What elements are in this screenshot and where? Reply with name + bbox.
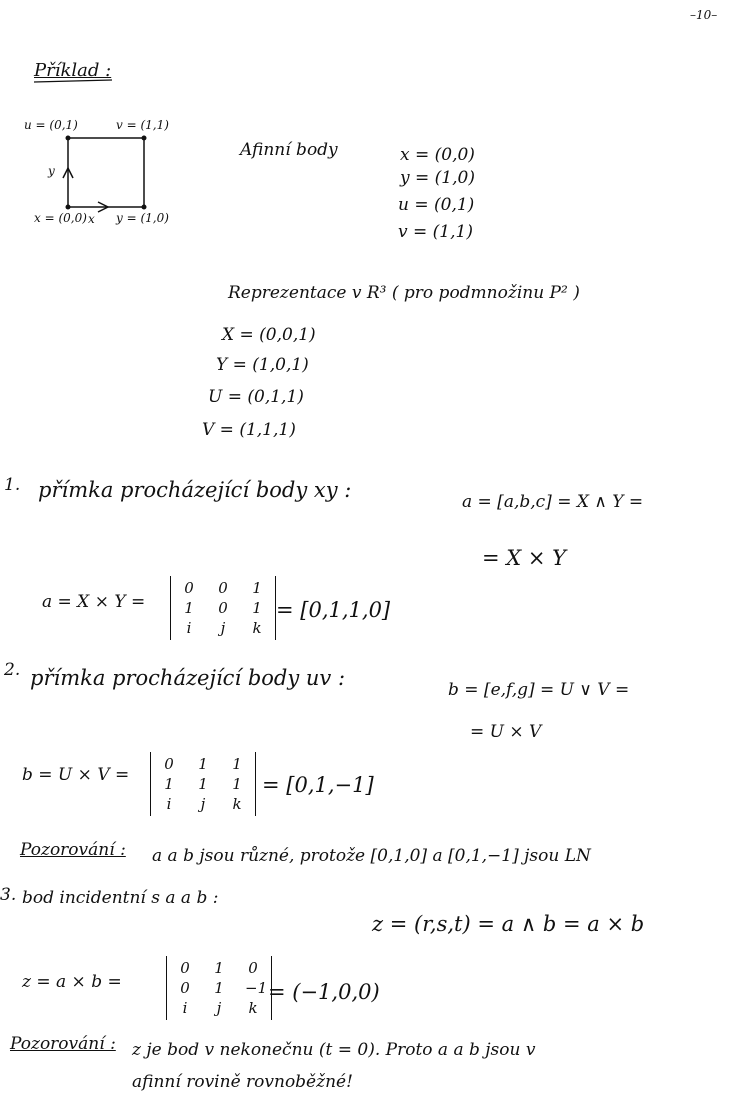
step1-result: = [0,1,1,0] (276, 598, 391, 622)
step1-determinant: 0 0 1 1 0 1 i j k (170, 576, 276, 640)
affine-point-x: x = (0,0) (400, 145, 475, 165)
step1-eq1: a = [a,b,c] = X ∧ Y = (462, 492, 644, 512)
point-x (66, 205, 71, 210)
rep-point-x: X = (0,0,1) (222, 325, 316, 345)
label-v: v = (1,1) (116, 118, 169, 132)
step2-determinant: 0 1 1 1 1 1 i j k (150, 752, 256, 816)
edge-label-x: x (88, 212, 95, 226)
step2-lhs: b = U × V = (22, 765, 130, 785)
affine-point-u: u = (0,1) (398, 195, 475, 215)
point-y (142, 205, 147, 210)
label-y: y = (1,0) (116, 211, 169, 225)
step1-lhs: a = X × Y = (42, 592, 146, 612)
step2-eq1: b = [e,f,g] = U ∨ V = (448, 680, 630, 700)
observation1-text: a a b jsou různé, protože [0,1,0] a [0,1,−1] jsou LN (152, 846, 591, 866)
label-u: u = (0,1) (24, 118, 78, 132)
representation-label: Reprezentace v R³ ( pro podmnožinu P² ) (228, 283, 580, 303)
step2-result: = [0,1,−1] (262, 773, 374, 797)
observation1-label: Pozorování : (20, 840, 126, 860)
label-x: x = (0,0) (34, 211, 87, 225)
step3-text: bod incidentní s a a b : (22, 888, 219, 908)
step1-text: přímka procházející body xy : (38, 478, 352, 502)
point-v (142, 136, 147, 141)
step2-number: 2. (4, 660, 21, 680)
step3-lhs: z = a × b = (22, 972, 122, 992)
step3-determinant: 0 1 0 0 1 −1 i j k (166, 956, 272, 1020)
step2-eq2: = U × V (470, 722, 542, 742)
affine-point-v: v = (1,1) (398, 222, 473, 242)
affine-point-y: y = (1,0) (400, 168, 475, 188)
step1-number: 1. (4, 475, 21, 495)
rep-point-v: V = (1,1,1) (202, 420, 296, 440)
example-title: Příklad : (34, 60, 112, 81)
step1-eq2: = X × Y (482, 546, 567, 570)
observation2-line2: afinní rovině rovnoběžné! (132, 1072, 353, 1092)
observation2-label: Pozorování : (10, 1034, 116, 1054)
step3-result: = (−1,0,0) (268, 980, 380, 1004)
step3-eq: z = (r,s,t) = a ∧ b = a × b (372, 912, 645, 936)
step2-text: přímka procházející body uv : (30, 666, 346, 690)
rep-point-y: Y = (1,0,1) (216, 355, 309, 375)
affine-points-label: Afinní body (240, 140, 338, 160)
point-u (66, 136, 71, 141)
observation2-line1: z je bod v nekonečnu (t = 0). Proto a a b jsou v (132, 1040, 536, 1060)
square-outline (68, 138, 144, 207)
rep-point-u: U = (0,1,1) (208, 387, 304, 407)
step3-number: 3. (0, 885, 17, 905)
edge-label-y: y (48, 164, 55, 178)
page-number: –10– (690, 8, 718, 22)
